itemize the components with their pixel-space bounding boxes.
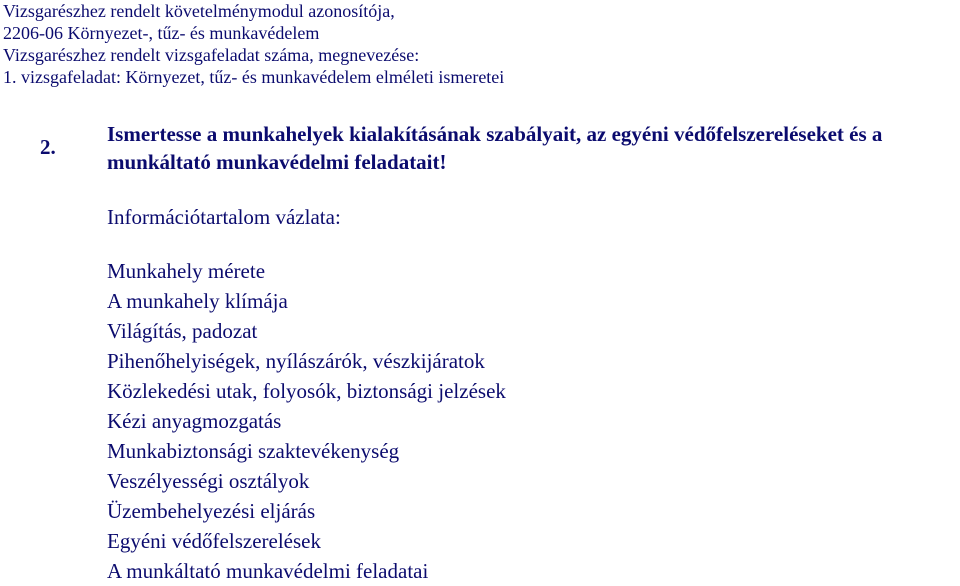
task-text: Ismertesse a munkahelyek kialakításának szabályait, az egyéni védőfelszereléseket és a munkáltató munkavédelmi feladatait! [107,122,883,174]
list-item: Üzembehelyezési eljárás [107,499,316,523]
header-line-task-name: 1. vizsgafeladat: Környezet, tűz- és munkavédelem elméleti ismeretei [3,67,505,87]
list-item: Pihenőhelyiségek, nyílászárók, vészkijáratok [107,349,485,373]
list-item: Munkabiztonsági szaktevékenység [107,439,400,463]
document-header [3,0,504,88]
info-list [107,256,506,586]
task-number: 2. [40,135,56,159]
header-line-module-id: 2206-06 Környezet-, tűz- és munkavédelem [3,23,320,43]
info-title: Információtartalom vázlata: [107,205,341,229]
list-item: Közlekedési utak, folyosók, biztonsági jelzések [107,379,506,403]
list-item: Veszélyességi osztályok [107,469,310,493]
list-item: Egyéni védőfelszerelések [107,529,321,553]
list-item: Munkahely mérete [107,259,266,283]
header-line-task-label: Vizsgarészhez rendelt vizsgafeladat száma, megnevezése: [3,45,420,65]
list-item: Kézi anyagmozgatás [107,409,282,433]
header-line-module-label: Vizsgarészhez rendelt követelménymodul azonosítója, [3,1,395,21]
list-item: Világítás, padozat [107,319,258,343]
list-item: A munkahely klímája [107,289,288,313]
list-item: A munkáltató munkavédelmi feladatai [107,559,429,583]
